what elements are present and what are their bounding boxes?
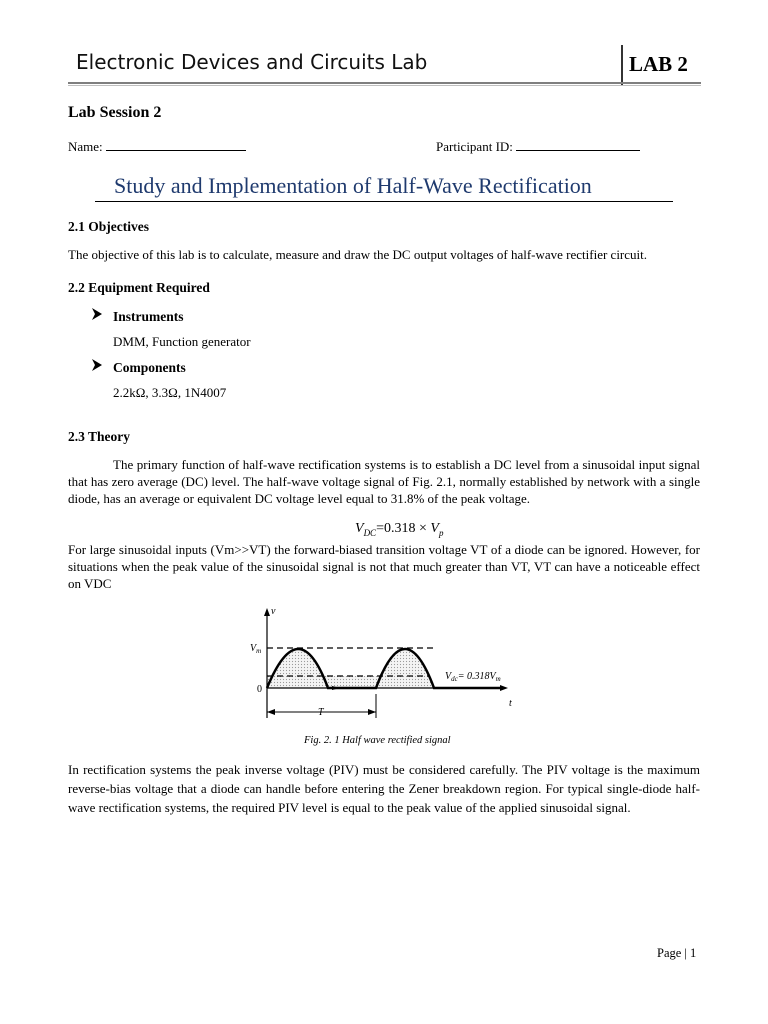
theory-paragraph-1: The primary function of half-wave rectification systems is to establish a DC level from a sinusoidal input signal that has zero average (DC) level. The half-wave voltage signal of Fig. 2.1, normally established by network with a single diode, has an average or equivalent DC voltage level equal to 31.8% of the peak voltage. (68, 457, 700, 506)
title-underline (95, 201, 673, 202)
participant-id-label: Participant ID: (436, 139, 513, 154)
arrow-bullet-icon (90, 307, 104, 325)
formula-rhs-sub: p (438, 527, 444, 538)
theory-heading: 2.3 Theory (68, 429, 131, 444)
theory-paragraph-2: For large sinusoidal inputs (Vm>>VT) the forward-biased transition voltage VT of a diode can be ignored. However, for situations when the peak value of the sinusoidal signal is not that much greater than VT, VT can have a noticeable effect on VDC (68, 542, 700, 591)
formula-rhs-coef: =0.318 × (376, 521, 427, 536)
header-rule (68, 82, 701, 84)
y-axis-label: v (271, 606, 276, 617)
lab-number-label: LAB 2 (629, 52, 688, 76)
equipment-heading: 2.2 Equipment Required (68, 280, 210, 295)
header-divider (621, 45, 623, 85)
theory-paragraph-3: In rectification systems the peak inverse voltage (PIV) must be considered carefully. The PIV voltage is the maximum reverse-bias voltage that a diode can handle before entering the Zener breakdown region. For typical single-diode half-wave rectification systems, the required PIV level is equal to the peak value of the applied sinusoidal signal. (68, 762, 700, 815)
period-right-arrow-icon (368, 709, 376, 715)
instruments-list: DMM, Function generator (113, 334, 251, 349)
x-axis-label: t (509, 698, 512, 709)
formula-rhs-var: V (430, 521, 439, 536)
vdc-label: $V_{dc}= 0.318V_m$ (445, 671, 501, 683)
figure-caption: Fig. 2. 1 Half wave rectified signal (304, 735, 451, 746)
formula-lhs-var: V (355, 521, 364, 536)
vdc-formula (355, 521, 443, 538)
document-header-title: Electronic Devices and Circuits Lab (76, 50, 428, 74)
y-axis-arrow-icon (264, 608, 270, 616)
participant-id-blank-line (516, 150, 640, 151)
components-list: 2.2kΩ, 3.3Ω, 1N4007 (113, 385, 227, 400)
vm-label: $V_m$ (250, 643, 262, 655)
participant-id-field (436, 139, 640, 155)
name-label: Name: (68, 139, 103, 154)
page-number: Page | 1 (657, 946, 697, 960)
objectives-heading: 2.1 Objectives (68, 219, 149, 234)
period-label: T (318, 707, 324, 718)
arrow-bullet-icon (90, 358, 104, 376)
formula-lhs-sub: DC (363, 527, 377, 538)
header-rule-secondary (68, 85, 701, 86)
instruments-label: Instruments (113, 309, 184, 324)
session-title: Lab Session 2 (68, 104, 162, 121)
half-wave-figure (240, 600, 530, 730)
main-title: Study and Implementation of Half-Wave Rectification (114, 173, 592, 198)
objectives-text: The objective of this lab is to calculate, measure and draw the DC output voltages of half-wave rectifier circuit. (68, 247, 648, 262)
components-label: Components (113, 360, 186, 375)
name-field (68, 139, 246, 155)
period-left-arrow-icon (267, 709, 275, 715)
zero-label: 0 (257, 684, 262, 695)
name-blank-line (106, 150, 246, 151)
